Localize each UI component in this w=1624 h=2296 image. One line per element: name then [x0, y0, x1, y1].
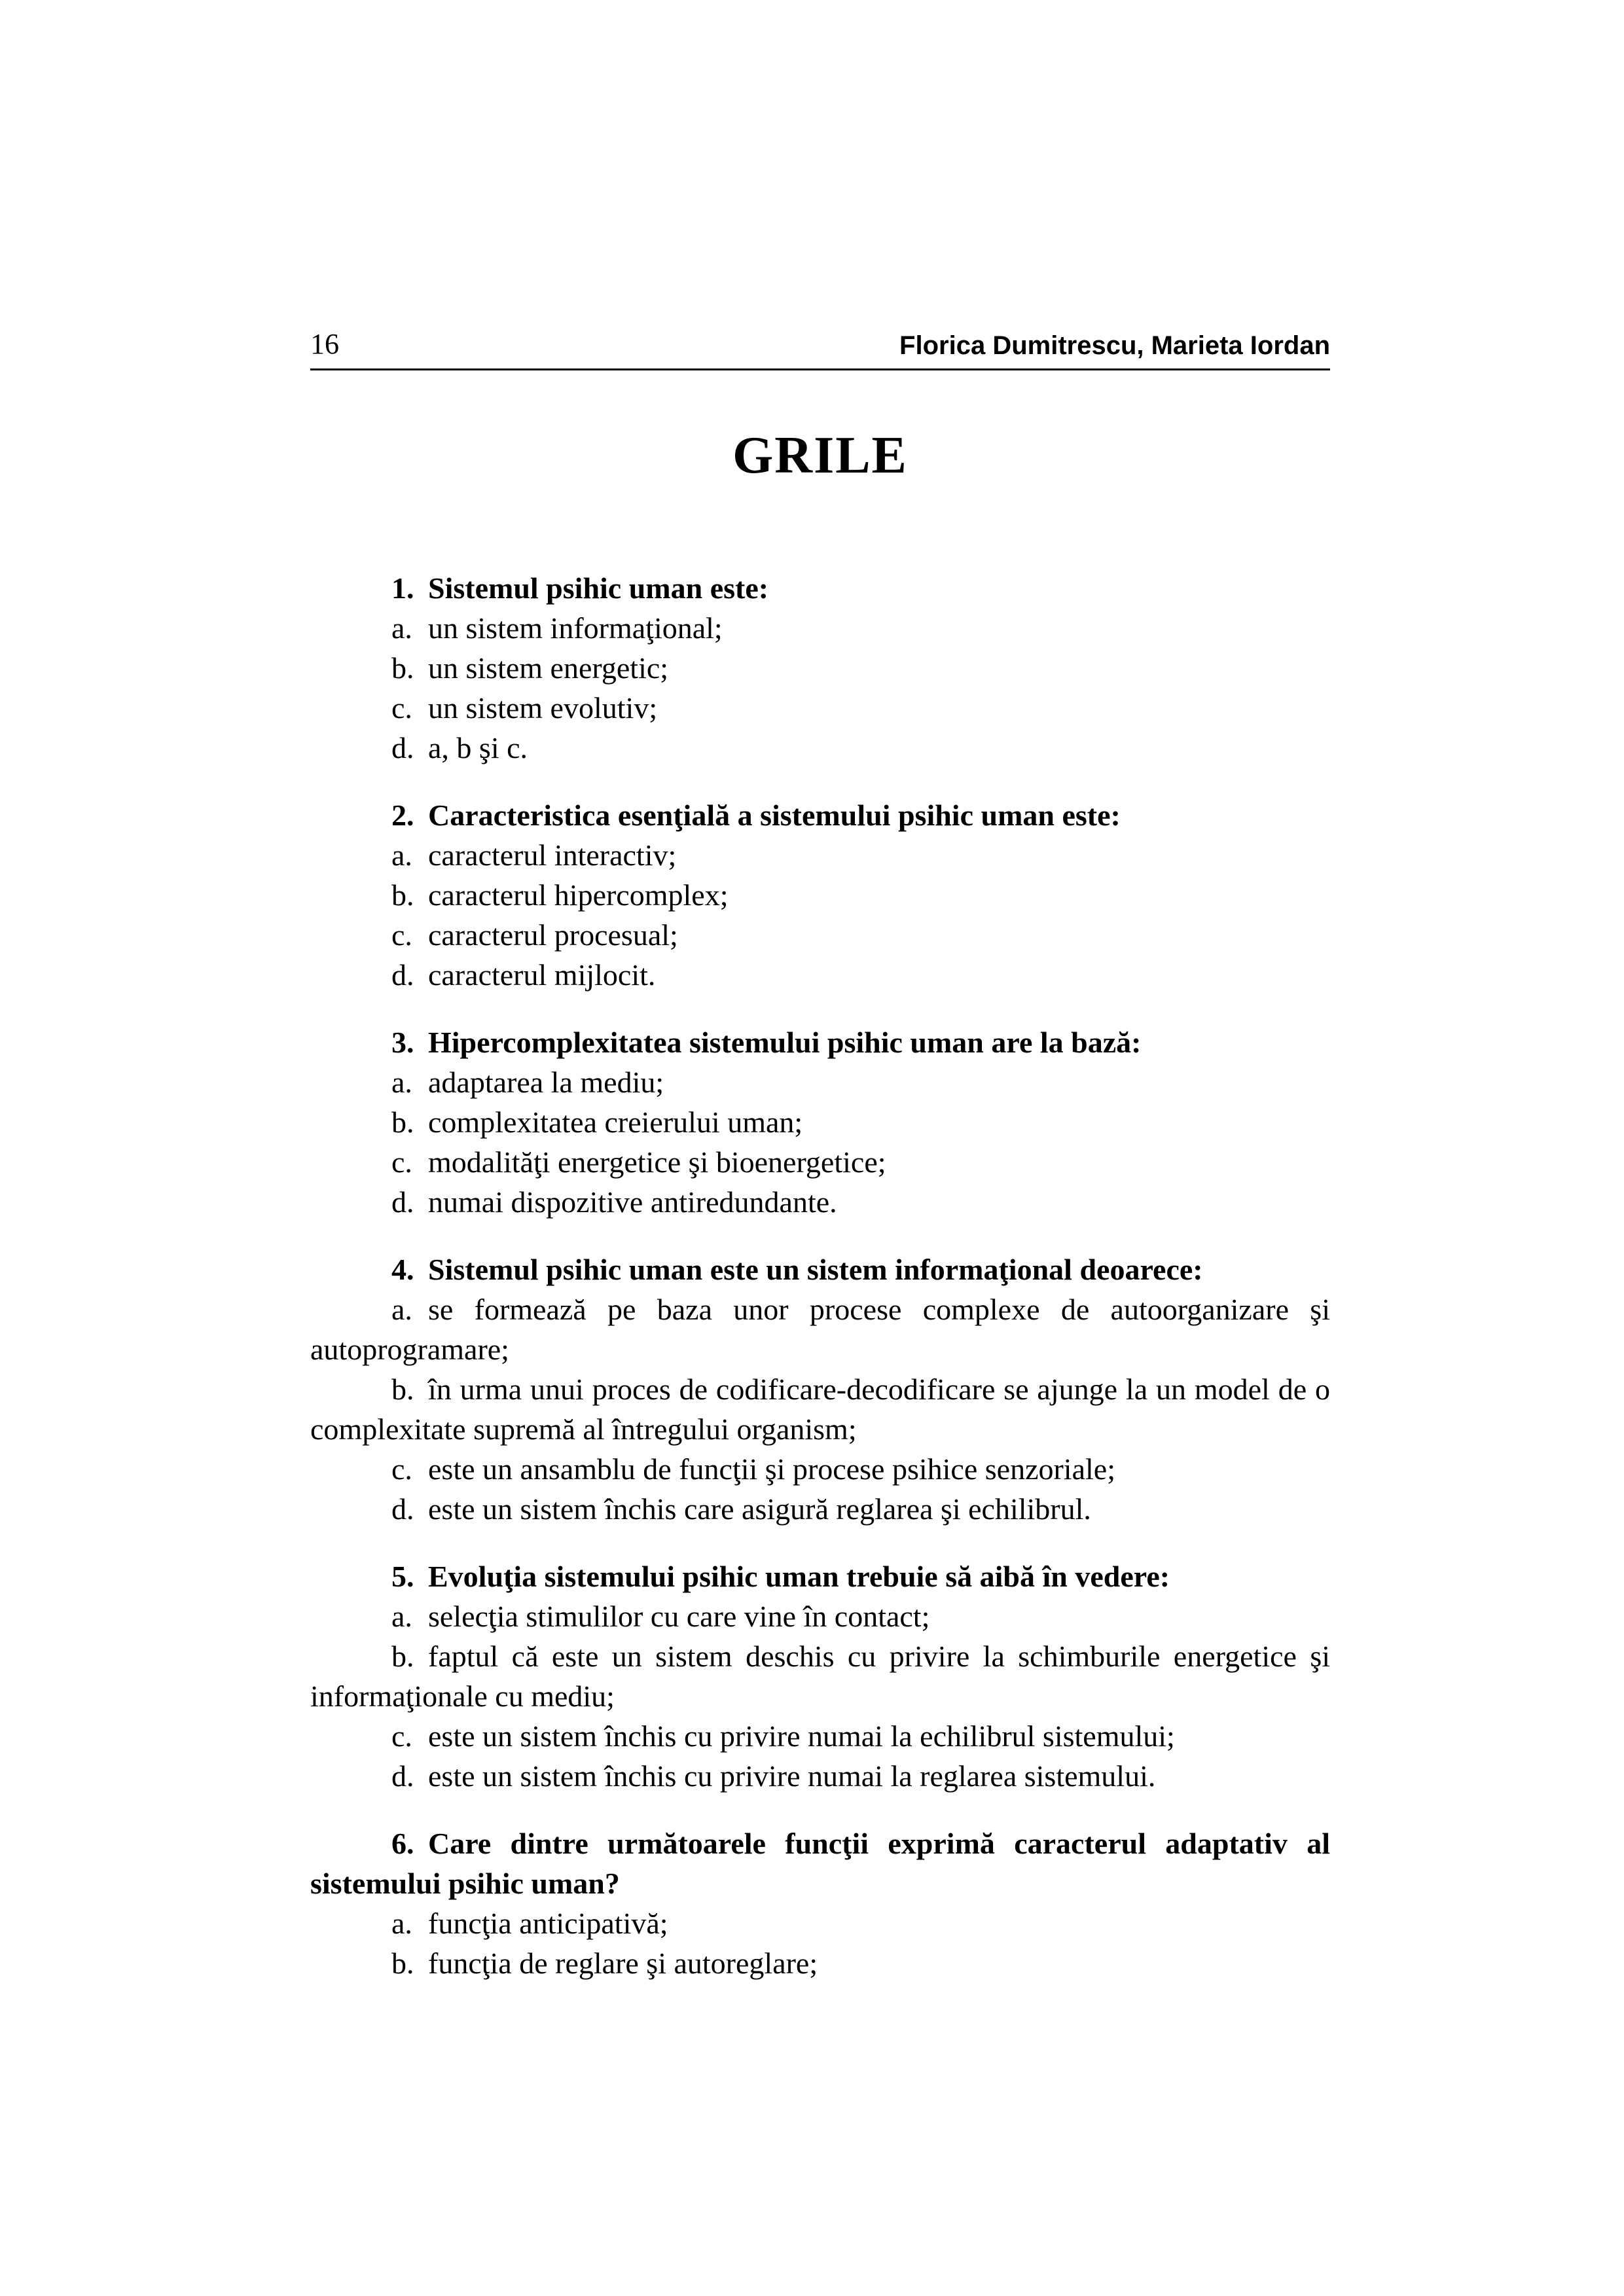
- option-text: complexitatea creierului uman;: [428, 1105, 803, 1139]
- option-letter: a.: [391, 1066, 412, 1099]
- option-text: un sistem evolutiv;: [428, 691, 658, 725]
- option-letter: b.: [391, 1372, 414, 1406]
- option-row: [391, 1142, 1330, 1182]
- option-text: caracterul hipercomplex;: [428, 878, 729, 912]
- option-letter: c.: [391, 691, 412, 725]
- option-text: un sistem energetic;: [428, 651, 669, 685]
- option-row: [391, 1489, 1330, 1529]
- option-row: [391, 875, 1330, 915]
- option-text: numai dispozitive antiredundante.: [428, 1185, 837, 1219]
- question-number: 3.: [391, 1026, 414, 1059]
- question-number: 4.: [391, 1253, 414, 1286]
- option-row: [391, 1903, 1330, 1943]
- option-row: [391, 1062, 1330, 1102]
- question-header: [391, 795, 1330, 835]
- option-text: adaptarea la mediu;: [428, 1066, 664, 1099]
- question-header: [310, 1823, 1330, 1903]
- option-letter: d.: [391, 1759, 414, 1793]
- option-row: [391, 608, 1330, 648]
- option-letter: c.: [391, 1719, 412, 1753]
- option-row: [310, 1289, 1330, 1369]
- question-title: Care dintre următoarele funcţii exprimă caracterul adaptativ al sistemului psihic uman?: [310, 1827, 1330, 1900]
- option-letter: b.: [391, 878, 414, 912]
- option-text: caracterul procesual;: [428, 918, 678, 952]
- option-text: modalităţi energetice şi bioenergetice;: [428, 1145, 886, 1179]
- option-text: este un sistem închis cu privire numai la reglarea sistemului.: [428, 1759, 1156, 1793]
- option-row: [391, 955, 1330, 995]
- option-row: [391, 728, 1330, 768]
- option-letter: d.: [391, 731, 414, 764]
- option-row: [391, 1943, 1330, 1983]
- question-header: [391, 568, 1330, 608]
- option-letter: b.: [391, 1105, 414, 1139]
- option-letter: a.: [391, 1293, 412, 1326]
- option-text: un sistem informaţional;: [428, 611, 723, 645]
- running-head: Florica Dumitrescu, Marieta Iordan: [899, 331, 1330, 360]
- question-block: [310, 1823, 1330, 1983]
- option-letter: c.: [391, 1452, 412, 1486]
- question-title: Hipercomplexitatea sistemului psihic uman are la bază:: [428, 1026, 1142, 1059]
- page-header: [310, 327, 1330, 370]
- question-block: [310, 568, 1330, 768]
- option-letter: a.: [391, 611, 412, 645]
- question-title: Sistemul psihic uman este un sistem informaţional deoarece:: [428, 1253, 1203, 1286]
- question-header: [391, 1249, 1330, 1289]
- option-row: [391, 1449, 1330, 1489]
- option-letter: b.: [391, 1946, 414, 1980]
- page-number: 16: [310, 328, 339, 360]
- option-row: [310, 1369, 1330, 1449]
- option-text: este un ansamblu de funcţii şi procese psihice senzoriale;: [428, 1452, 1115, 1486]
- option-letter: a.: [391, 1907, 412, 1940]
- option-row: [391, 835, 1330, 875]
- option-row: [391, 648, 1330, 688]
- question-header: [391, 1022, 1330, 1062]
- option-letter: b.: [391, 1640, 414, 1673]
- option-letter: c.: [391, 1145, 412, 1179]
- page-content: [310, 327, 1330, 1983]
- question-block: [310, 1556, 1330, 1796]
- option-text: faptul că este un sistem deschis cu privire la schimburile energetice şi informaţionale cu mediu;: [310, 1640, 1330, 1713]
- question-header: [391, 1556, 1330, 1596]
- question-number: 6.: [391, 1827, 414, 1860]
- option-row: [391, 1756, 1330, 1796]
- option-row: [391, 688, 1330, 728]
- option-text: funcţia de reglare şi autoreglare;: [428, 1946, 818, 1980]
- option-row: [391, 1102, 1330, 1142]
- option-letter: a.: [391, 838, 412, 872]
- option-text: este un sistem închis care asigură reglarea şi echilibrul.: [428, 1492, 1091, 1526]
- question-block: [310, 795, 1330, 995]
- questions-container: [310, 568, 1330, 1983]
- question-number: 1.: [391, 571, 414, 605]
- question-title: Caracteristica esenţială a sistemului psihic uman este:: [428, 798, 1121, 832]
- option-text: în urma unui proces de codificare-decodificare se ajunge la un model de o complexitate supremă al întregului organism;: [310, 1372, 1330, 1446]
- question-number: 2.: [391, 798, 414, 832]
- option-text: funcţia anticipativă;: [428, 1907, 668, 1940]
- option-row: [391, 1716, 1330, 1756]
- option-row: [391, 1182, 1330, 1222]
- option-letter: b.: [391, 651, 414, 685]
- option-text: selecţia stimulilor cu care vine în contact;: [428, 1600, 930, 1633]
- option-letter: d.: [391, 1492, 414, 1526]
- option-text: a, b şi c.: [428, 731, 528, 764]
- question-title: Sistemul psihic uman este:: [428, 571, 769, 605]
- option-row: [391, 915, 1330, 955]
- option-row: [310, 1636, 1330, 1716]
- option-row: [391, 1596, 1330, 1636]
- question-block: [310, 1022, 1330, 1222]
- question-number: 5.: [391, 1560, 414, 1593]
- option-letter: d.: [391, 958, 414, 992]
- option-text: caracterul mijlocit.: [428, 958, 656, 992]
- option-text: este un sistem închis cu privire numai la echilibrul sistemului;: [428, 1719, 1175, 1753]
- option-letter: d.: [391, 1185, 414, 1219]
- question-block: [310, 1249, 1330, 1529]
- document-title: GRILE: [732, 427, 908, 484]
- option-letter: a.: [391, 1600, 412, 1633]
- option-text: caracterul interactiv;: [428, 838, 677, 872]
- option-letter: c.: [391, 918, 412, 952]
- option-text: se formează pe baza unor procese complexe de autoorganizare şi autoprogramare;: [310, 1293, 1330, 1366]
- question-title: Evoluţia sistemului psihic uman trebuie să aibă în vedere:: [428, 1560, 1170, 1593]
